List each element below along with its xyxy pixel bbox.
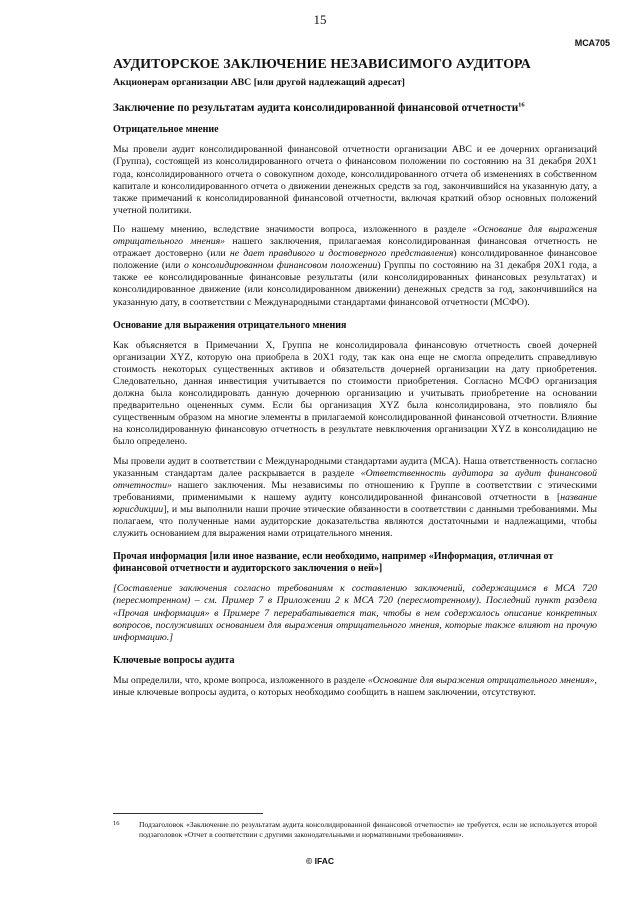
text-run: нашего заключения. Мы независимы по отношению к Группе в соответствии с этическими требованиями, применимыми к нашему аудиту консолидированной финансовой отчетности в [ [113,479,597,503]
text-run: Мы провели аудит в соответствии с Международными стандартами аудита (МСА). Наша ответственность согласно указанным стандартам далее раскрывается в разделе [113,455,597,479]
text-run: ], и мы выполнили наши прочие этические обязанности в соответствии с данными требованиями. Мы полагаем, что полученные нами аудиторские доказательства являются достаточными и надлежащими, чтобы служить основанием для выражения нами отрицательного мнения. [113,503,597,540]
text-run: нашего заключения, прилагаемая консолидированная финансовая отчетность не отражает достоверно (или [113,236,597,260]
report-body [113,58,597,706]
opinion-paragraph-2 [113,224,597,309]
text-run: ) консолидированное финансовое положение (или [113,248,597,272]
opinion-heading: Отрицательное мнение [113,124,219,136]
italic-run: не дает правдивого и достоверного представления [229,248,454,260]
footnote [113,820,597,840]
key-audit-matters-paragraph [113,675,597,699]
opinion-paragraph-1: Мы провели аудит консолидированной финансовой отчетности организации ABC и ее дочерних организаций (Группа), состоящей из консолидированного отчета о финансовом положении по состоянию на 31 декабря 20X1 года, консолидированного отчета о совокупном доходе, консолидированного отчета об изменениях в собственном капитале и консолидированного отчета о движении денежных средств за год, закончившийся на указанную дату, а также примечаний к консолидированной финансовой отчетности, включая краткий обзор основных положений учетной политики. [113,144,597,216]
report-title: АУДИТОРСКОЕ ЗАКЛЮЧЕНИЕ НЕЗАВИСИМОГО АУДИТОРА [113,56,531,71]
basis-paragraph-1: Как объясняется в Примечании X, Группа не консолидировала финансовую отчетность своей дочерней организации XYZ, которую она приобрела в 20X1 году, так как она еще не смогла определить справедливую стоимость некоторых существенных активов и обязательств дочерней организации на дату приобретения. Следовательно, данная инвестиция учитывается по стоимости приобретения. Согласно МСФО организация должна была консолидировать данную дочернюю организацию и учитывать приобретение на основании предварительно оцененных сумм. Если бы организация XYZ была консолидирована, это повлияло бы существенным образом на многие элементы в прилагаемой консолидированной финансовой отчетности. Влияние на консолидированную финансовую отчетность в результате невключения организации XYZ в консолидацию не было определено. [113,339,597,448]
footnote-divider [113,813,263,814]
other-information-paragraph: [Составление заключения согласно требованиям к составлению заключений, содержащимся в МСА 720 (пересмотренном) – см. Пример 7 в Приложении 2 к МСА 720 (пересмотренному). Последний пункт раздела «Прочая информация» в Примере 7 перерабатывается так, чтобы в нем содержалось описание конкретных вопросов, послуживших основанием для выражения отрицательного мнения, которые также влияют на прочую информацию.] [113,583,597,643]
document-code: МСА705 [574,38,610,48]
italic-run: «Основание для выражения отрицательного мнения» [367,674,595,686]
footnote-ref: 16 [518,101,525,109]
italic-run: о консолидированном финансовом положении [183,260,378,272]
italic-run: «Основание для выражения отрицательного мнения» [113,223,598,248]
text-run: , иные ключевые вопросы аудита, о которых необходимо сообщить в нашем заключении, отсутствуют. [113,674,597,699]
italic-run: «Ответственность аудитора за аудит финансовой отчетности» [113,467,598,491]
copyright-footer: © IFAC [306,856,334,866]
other-information-heading: Прочая информация [или иное название, если необходимо, например «Информация, отличная от финансовой отчетности и аудиторского заключения о ней»] [113,551,554,575]
section-title-text: Заключение по результатам аудита консолидированной финансовой отчетности [113,102,519,115]
addressee: Акционерам организации ABC [или другой надлежащий адресат] [113,77,405,89]
basis-paragraph-2 [113,456,597,541]
key-audit-matters-heading: Ключевые вопросы аудита [113,654,235,666]
footnote-number: 16 [113,820,120,827]
text-run: По нашему мнению, вследствие значимости вопроса, изложенного в разделе [113,223,473,235]
basis-heading: Основание для выражения отрицательного мнения [113,319,347,331]
text-run: ) Группы по состоянию на 31 декабря 20X1 года, а также ее консолидированные финансовые результаты (или консолидированных финансовых результатах) и консолидированное движение (или консолидированном движении) денежных средств за год, закончившийся на указанную дату, в соответствии с Международными стандартами финансовой отчетности (МСФО). [113,260,597,308]
footnote-text: Подзаголовок «Заключение по результатам аудита консолидированной финансовой отчетности» не требуется, если не используется второй подзаголовок «Отчет в соответствии с другими законодательными и нормативными требованиями». [139,820,597,839]
page-number: 15 [313,12,327,27]
section-title [113,102,597,114]
italic-run: название юрисдикции [113,491,597,515]
text-run: Мы определили, что, кроме вопроса, изложенного в разделе [113,674,368,686]
